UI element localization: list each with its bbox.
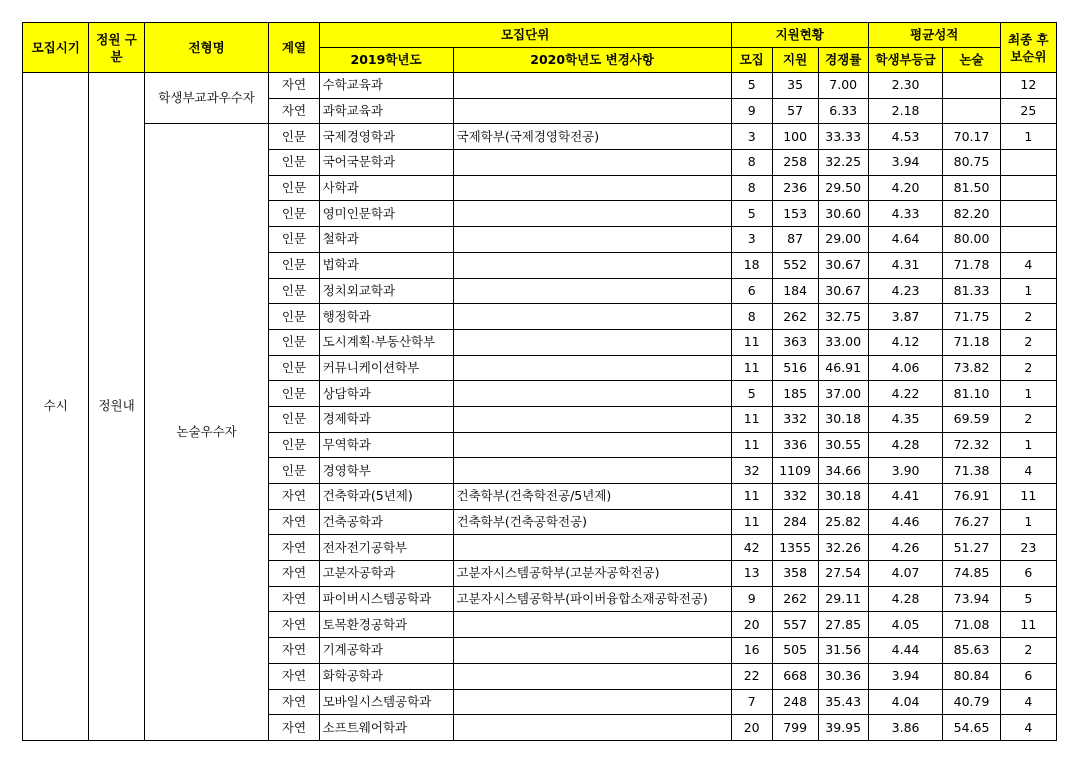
recruit-cell: 9: [731, 98, 772, 124]
recruit-cell: 11: [731, 432, 772, 458]
final-rank-cell: [1000, 175, 1056, 201]
applicants-cell: 336: [772, 432, 818, 458]
final-rank-cell: 2: [1000, 638, 1056, 664]
school-grade-cell: 4.05: [868, 612, 943, 638]
applicants-cell: 57: [772, 98, 818, 124]
change-2020-cell: [453, 201, 731, 227]
final-rank-cell: 4: [1000, 252, 1056, 278]
ratio-cell: 30.67: [818, 252, 868, 278]
department-cell: 국제경영학과: [319, 124, 453, 150]
field-cell: 인문: [269, 329, 319, 355]
school-grade-cell: 4.06: [868, 355, 943, 381]
final-rank-cell: 1: [1000, 381, 1056, 407]
header-final-text: 최종 후보순위: [1008, 31, 1049, 64]
essay-cell: 73.94: [943, 586, 1000, 612]
field-cell: 자연: [269, 561, 319, 587]
school-grade-cell: 4.12: [868, 329, 943, 355]
school-grade-cell: 4.28: [868, 586, 943, 612]
table-body: [23, 73, 1057, 741]
admissions-results-table: [22, 22, 1057, 741]
essay-cell: [943, 98, 1000, 124]
header-period: 모집시기: [23, 23, 89, 73]
change-2020-cell: [453, 252, 731, 278]
recruit-cell: 16: [731, 638, 772, 664]
applicants-cell: 552: [772, 252, 818, 278]
change-2020-cell: [453, 98, 731, 124]
field-cell: 자연: [269, 586, 319, 612]
applicants-cell: 258: [772, 150, 818, 176]
school-grade-cell: 4.46: [868, 509, 943, 535]
change-2020-cell: 고분자시스템공학부(파이버융합소재공학전공): [453, 586, 731, 612]
applicants-cell: 668: [772, 663, 818, 689]
applicants-cell: 332: [772, 406, 818, 432]
applicants-cell: 236: [772, 175, 818, 201]
school-grade-cell: 4.64: [868, 227, 943, 253]
essay-cell: 71.78: [943, 252, 1000, 278]
applicants-cell: 1355: [772, 535, 818, 561]
essay-cell: 85.63: [943, 638, 1000, 664]
table-row: [23, 73, 1057, 99]
change-2020-cell: [453, 227, 731, 253]
final-rank-cell: 6: [1000, 561, 1056, 587]
school-grade-cell: 4.22: [868, 381, 943, 407]
final-rank-cell: 6: [1000, 663, 1056, 689]
field-cell: 인문: [269, 201, 319, 227]
ratio-cell: 30.67: [818, 278, 868, 304]
ratio-cell: 30.55: [818, 432, 868, 458]
ratio-cell: 32.26: [818, 535, 868, 561]
field-cell: 인문: [269, 432, 319, 458]
essay-cell: 76.27: [943, 509, 1000, 535]
ratio-cell: 37.00: [818, 381, 868, 407]
track-cell-essay: 논술우수자: [144, 124, 269, 741]
ratio-cell: 32.75: [818, 304, 868, 330]
field-cell: 자연: [269, 535, 319, 561]
essay-cell: 54.65: [943, 715, 1000, 741]
department-cell: 행정학과: [319, 304, 453, 330]
essay-cell: 71.75: [943, 304, 1000, 330]
ratio-cell: 27.54: [818, 561, 868, 587]
applicants-cell: 262: [772, 304, 818, 330]
applicants-cell: 100: [772, 124, 818, 150]
school-grade-cell: 4.53: [868, 124, 943, 150]
final-rank-cell: 2: [1000, 304, 1056, 330]
school-grade-cell: 4.28: [868, 432, 943, 458]
department-cell: 법학과: [319, 252, 453, 278]
department-cell: 사학과: [319, 175, 453, 201]
school-grade-cell: 4.35: [868, 406, 943, 432]
final-rank-cell: 4: [1000, 689, 1056, 715]
field-cell: 인문: [269, 252, 319, 278]
essay-cell: 76.91: [943, 484, 1000, 510]
final-rank-cell: 5: [1000, 586, 1056, 612]
final-rank-cell: 1: [1000, 432, 1056, 458]
final-rank-cell: 1: [1000, 124, 1056, 150]
header-school-grade: 학생부등급: [868, 48, 943, 73]
field-cell: 인문: [269, 381, 319, 407]
essay-cell: 71.18: [943, 329, 1000, 355]
department-cell: 화학공학과: [319, 663, 453, 689]
ratio-cell: 39.95: [818, 715, 868, 741]
school-grade-cell: 2.18: [868, 98, 943, 124]
department-cell: 고분자공학과: [319, 561, 453, 587]
school-grade-cell: 4.04: [868, 689, 943, 715]
applicants-cell: 185: [772, 381, 818, 407]
field-cell: 자연: [269, 98, 319, 124]
field-cell: 인문: [269, 458, 319, 484]
ratio-cell: 27.85: [818, 612, 868, 638]
department-cell: 도시계획·부동산학부: [319, 329, 453, 355]
final-rank-cell: 23: [1000, 535, 1056, 561]
ratio-cell: 32.25: [818, 150, 868, 176]
change-2020-cell: [453, 381, 731, 407]
change-2020-cell: [453, 638, 731, 664]
ratio-cell: 31.56: [818, 638, 868, 664]
school-grade-cell: 4.31: [868, 252, 943, 278]
recruit-cell: 32: [731, 458, 772, 484]
header-essay: 논술: [943, 48, 1000, 73]
recruit-cell: 13: [731, 561, 772, 587]
recruit-cell: 42: [731, 535, 772, 561]
recruit-cell: 8: [731, 150, 772, 176]
recruit-cell: 20: [731, 612, 772, 638]
essay-cell: 74.85: [943, 561, 1000, 587]
header-application-status: 지원현황: [731, 23, 868, 48]
recruit-cell: 8: [731, 175, 772, 201]
recruit-cell: 3: [731, 227, 772, 253]
essay-cell: 80.84: [943, 663, 1000, 689]
header-2020: 2020학년도 변경사항: [453, 48, 731, 73]
recruit-cell: 5: [731, 73, 772, 99]
field-cell: 인문: [269, 304, 319, 330]
change-2020-cell: [453, 663, 731, 689]
ratio-cell: 33.00: [818, 329, 868, 355]
department-cell: 상담학과: [319, 381, 453, 407]
school-grade-cell: 3.94: [868, 663, 943, 689]
school-grade-cell: 4.07: [868, 561, 943, 587]
recruit-cell: 11: [731, 355, 772, 381]
final-rank-cell: 11: [1000, 484, 1056, 510]
final-rank-cell: 2: [1000, 329, 1056, 355]
change-2020-cell: [453, 304, 731, 330]
recruit-cell: 18: [731, 252, 772, 278]
final-rank-cell: 1: [1000, 509, 1056, 535]
applicants-cell: 248: [772, 689, 818, 715]
header-final: [1000, 23, 1056, 73]
school-grade-cell: 4.33: [868, 201, 943, 227]
essay-cell: 51.27: [943, 535, 1000, 561]
field-cell: 자연: [269, 689, 319, 715]
applicants-cell: 35: [772, 73, 818, 99]
ratio-cell: 6.33: [818, 98, 868, 124]
essay-cell: 80.75: [943, 150, 1000, 176]
essay-cell: 81.33: [943, 278, 1000, 304]
applicants-cell: 262: [772, 586, 818, 612]
ratio-cell: 30.18: [818, 406, 868, 432]
essay-cell: 81.10: [943, 381, 1000, 407]
ratio-cell: 30.60: [818, 201, 868, 227]
department-cell: 국어국문학과: [319, 150, 453, 176]
essay-cell: 70.17: [943, 124, 1000, 150]
applicants-cell: 363: [772, 329, 818, 355]
final-rank-cell: 4: [1000, 458, 1056, 484]
change-2020-cell: [453, 329, 731, 355]
final-rank-cell: 11: [1000, 612, 1056, 638]
track-cell-school-record: 학생부교과우수자: [144, 73, 269, 124]
field-cell: 자연: [269, 715, 319, 741]
table-row: [23, 124, 1057, 150]
field-cell: 자연: [269, 484, 319, 510]
field-cell: 자연: [269, 73, 319, 99]
applicants-cell: 516: [772, 355, 818, 381]
department-cell: 소프트웨어학과: [319, 715, 453, 741]
change-2020-cell: 건축학부(건축공학전공): [453, 509, 731, 535]
essay-cell: 72.32: [943, 432, 1000, 458]
department-cell: 과학교육과: [319, 98, 453, 124]
change-2020-cell: [453, 612, 731, 638]
header-quota-type-text: 정원 구분: [96, 31, 137, 64]
recruit-cell: 5: [731, 381, 772, 407]
ratio-cell: 7.00: [818, 73, 868, 99]
applicants-cell: 332: [772, 484, 818, 510]
ratio-cell: 30.36: [818, 663, 868, 689]
change-2020-cell: [453, 406, 731, 432]
ratio-cell: 33.33: [818, 124, 868, 150]
essay-cell: 82.20: [943, 201, 1000, 227]
final-rank-cell: [1000, 201, 1056, 227]
field-cell: 자연: [269, 509, 319, 535]
essay-cell: 40.79: [943, 689, 1000, 715]
recruit-cell: 11: [731, 484, 772, 510]
recruit-cell: 9: [731, 586, 772, 612]
applicants-cell: 87: [772, 227, 818, 253]
ratio-cell: 29.11: [818, 586, 868, 612]
school-grade-cell: 4.44: [868, 638, 943, 664]
recruit-cell: 7: [731, 689, 772, 715]
recruit-cell: 11: [731, 329, 772, 355]
field-cell: 자연: [269, 612, 319, 638]
header-track: 전형명: [144, 23, 269, 73]
field-cell: 인문: [269, 227, 319, 253]
quota-type-cell: 정원내: [89, 73, 144, 741]
recruit-cell: 5: [731, 201, 772, 227]
department-cell: 수학교육과: [319, 73, 453, 99]
department-cell: 정치외교학과: [319, 278, 453, 304]
school-grade-cell: 3.87: [868, 304, 943, 330]
final-rank-cell: [1000, 150, 1056, 176]
ratio-cell: 34.66: [818, 458, 868, 484]
change-2020-cell: 고분자시스템공학부(고분자공학전공): [453, 561, 731, 587]
school-grade-cell: 2.30: [868, 73, 943, 99]
department-cell: 영미인문학과: [319, 201, 453, 227]
header-quota-type: [89, 23, 144, 73]
final-rank-cell: 12: [1000, 73, 1056, 99]
essay-cell: 80.00: [943, 227, 1000, 253]
field-cell: 인문: [269, 278, 319, 304]
department-cell: 전자전기공학부: [319, 535, 453, 561]
field-cell: 자연: [269, 638, 319, 664]
ratio-cell: 25.82: [818, 509, 868, 535]
recruit-cell: 22: [731, 663, 772, 689]
recruit-cell: 11: [731, 509, 772, 535]
department-cell: 건축공학과: [319, 509, 453, 535]
applicants-cell: 153: [772, 201, 818, 227]
final-rank-cell: 2: [1000, 406, 1056, 432]
school-grade-cell: 3.94: [868, 150, 943, 176]
department-cell: 모바일시스템공학과: [319, 689, 453, 715]
change-2020-cell: [453, 278, 731, 304]
final-rank-cell: [1000, 227, 1056, 253]
essay-cell: 73.82: [943, 355, 1000, 381]
final-rank-cell: 25: [1000, 98, 1056, 124]
department-cell: 건축학과(5년제): [319, 484, 453, 510]
field-cell: 인문: [269, 406, 319, 432]
ratio-cell: 30.18: [818, 484, 868, 510]
department-cell: 커뮤니케이션학부: [319, 355, 453, 381]
applicants-cell: 284: [772, 509, 818, 535]
school-grade-cell: 4.23: [868, 278, 943, 304]
department-cell: 기계공학과: [319, 638, 453, 664]
change-2020-cell: [453, 73, 731, 99]
school-grade-cell: 4.20: [868, 175, 943, 201]
final-rank-cell: 2: [1000, 355, 1056, 381]
applicants-cell: 1109: [772, 458, 818, 484]
header-average: 평균성적: [868, 23, 1000, 48]
recruit-cell: 3: [731, 124, 772, 150]
applicants-cell: 184: [772, 278, 818, 304]
final-rank-cell: 1: [1000, 278, 1056, 304]
change-2020-cell: [453, 458, 731, 484]
applicants-cell: 505: [772, 638, 818, 664]
ratio-cell: 46.91: [818, 355, 868, 381]
department-cell: 파이버시스템공학과: [319, 586, 453, 612]
change-2020-cell: [453, 355, 731, 381]
essay-cell: 71.38: [943, 458, 1000, 484]
field-cell: 인문: [269, 175, 319, 201]
department-cell: 경영학부: [319, 458, 453, 484]
essay-cell: [943, 73, 1000, 99]
essay-cell: 69.59: [943, 406, 1000, 432]
department-cell: 경제학과: [319, 406, 453, 432]
department-cell: 토목환경공학과: [319, 612, 453, 638]
field-cell: 인문: [269, 355, 319, 381]
ratio-cell: 29.00: [818, 227, 868, 253]
header-2019: 2019학년도: [319, 48, 453, 73]
header-applicants: 지원: [772, 48, 818, 73]
change-2020-cell: 국제학부(국제경영학전공): [453, 124, 731, 150]
school-grade-cell: 4.26: [868, 535, 943, 561]
field-cell: 자연: [269, 663, 319, 689]
recruit-cell: 20: [731, 715, 772, 741]
period-cell: 수시: [23, 73, 89, 741]
school-grade-cell: 3.86: [868, 715, 943, 741]
field-cell: 인문: [269, 124, 319, 150]
change-2020-cell: [453, 535, 731, 561]
recruit-cell: 8: [731, 304, 772, 330]
department-cell: 무역학과: [319, 432, 453, 458]
applicants-cell: 799: [772, 715, 818, 741]
ratio-cell: 35.43: [818, 689, 868, 715]
essay-cell: 71.08: [943, 612, 1000, 638]
change-2020-cell: [453, 150, 731, 176]
change-2020-cell: [453, 432, 731, 458]
final-rank-cell: 4: [1000, 715, 1056, 741]
recruit-cell: 11: [731, 406, 772, 432]
change-2020-cell: [453, 689, 731, 715]
school-grade-cell: 3.90: [868, 458, 943, 484]
change-2020-cell: [453, 175, 731, 201]
header-recruit: 모집: [731, 48, 772, 73]
ratio-cell: 29.50: [818, 175, 868, 201]
field-cell: 인문: [269, 150, 319, 176]
change-2020-cell: 건축학부(건축학전공/5년제): [453, 484, 731, 510]
department-cell: 철학과: [319, 227, 453, 253]
recruit-cell: 6: [731, 278, 772, 304]
applicants-cell: 557: [772, 612, 818, 638]
header-ratio: 경쟁률: [818, 48, 868, 73]
change-2020-cell: [453, 715, 731, 741]
header-field: 계열: [269, 23, 319, 73]
essay-cell: 81.50: [943, 175, 1000, 201]
header-unit: 모집단위: [319, 23, 731, 48]
school-grade-cell: 4.41: [868, 484, 943, 510]
applicants-cell: 358: [772, 561, 818, 587]
